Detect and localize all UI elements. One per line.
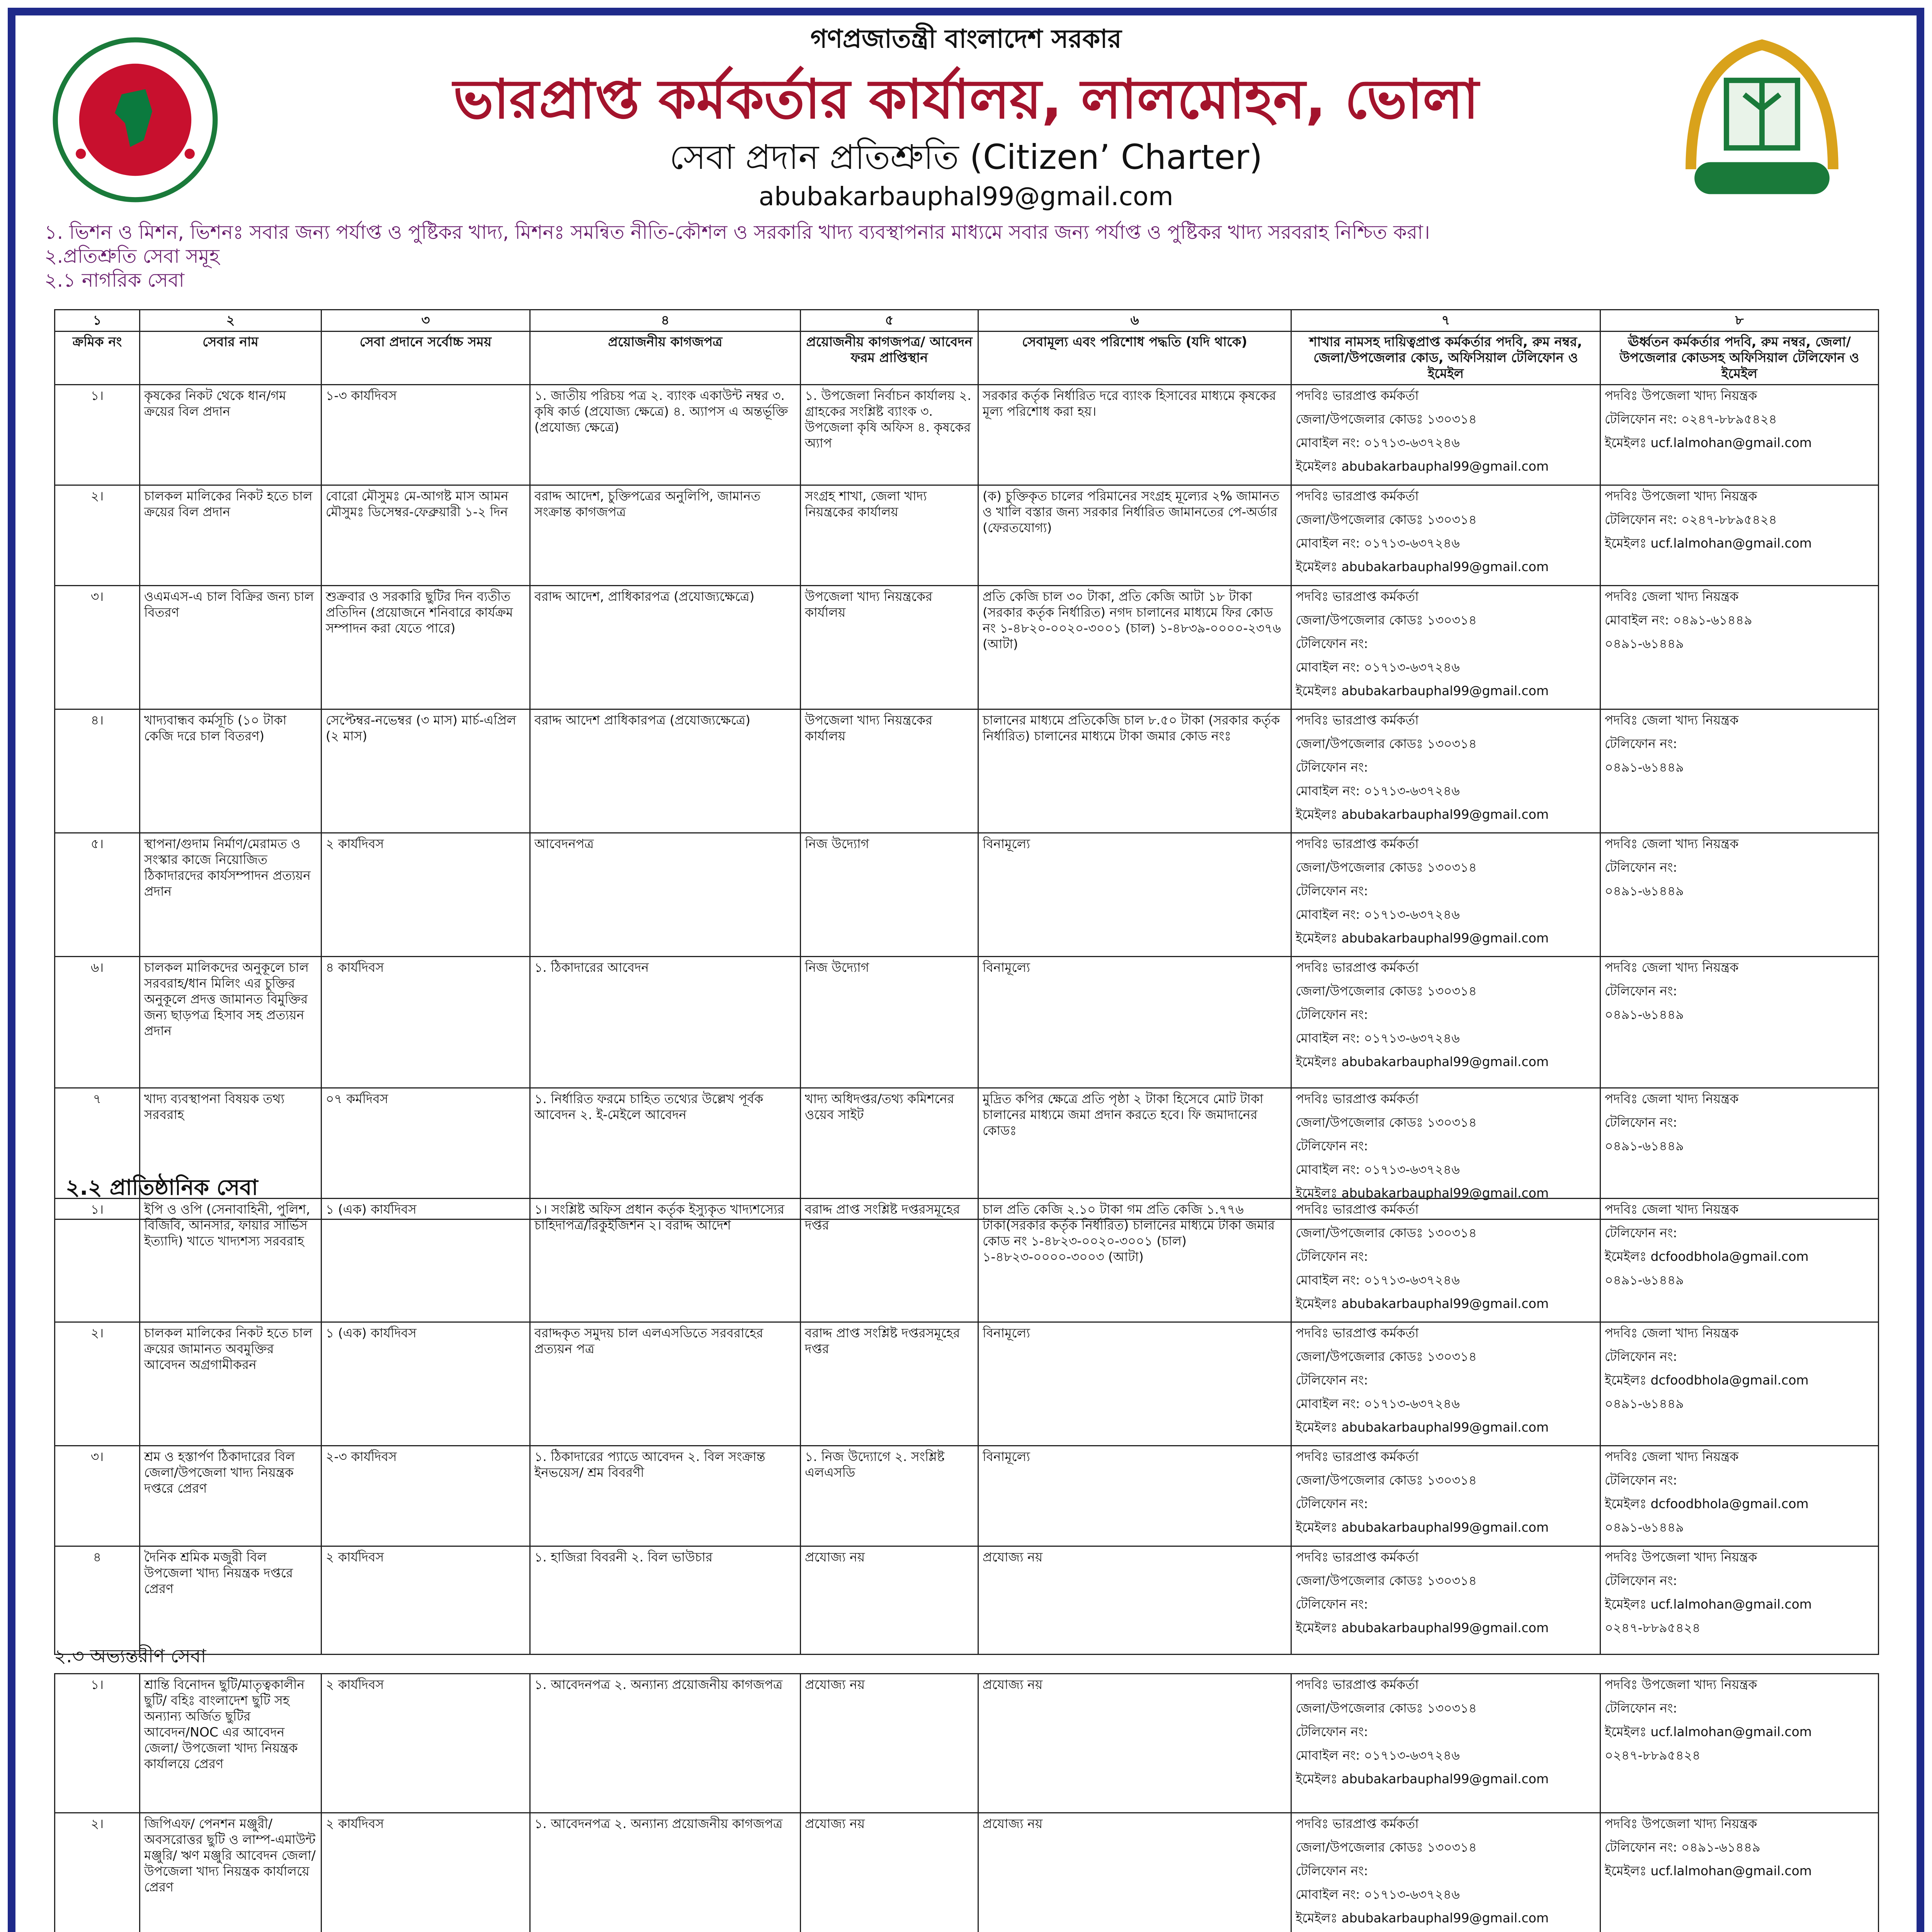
senior-contact-line: পদবিঃ জেলা খাদ্য নিয়ন্ত্রক: [1605, 589, 1739, 604]
senior-contact-line: ০২৪৭-৮৮৯৫৪২৪: [1605, 1620, 1701, 1635]
internal-table: [54, 1673, 1879, 1932]
senior-contact-line: পদবিঃ জেলা খাদ্য নিয়ন্ত্রক: [1605, 836, 1739, 851]
cell-service: শ্রম ও হস্তার্পণ ঠিকাদারের বিল জেলা/উপজেলা খাদ্য নিয়ন্ত্রক দপ্তরে প্রেরণ: [140, 1446, 321, 1546]
cell-time: ২-৩ কার্যদিবস: [321, 1446, 530, 1546]
cell-fee: বিনামূল্যে: [978, 833, 1291, 957]
column-number: ৪: [530, 310, 801, 332]
cell-service: ইপি ও ওপি (সেনাবাহিনী, পুলিশ, বিজিবি, আনসার, ফায়ার সার্ভিস ইত্যাদি) খাতে খাদ্যশস্য সরবরাহ: [140, 1199, 321, 1322]
cell-docs: বরাদ্দ আদেশ প্রাধিকারপত্র (প্রযোজ্যক্ষেত্রে): [530, 709, 801, 833]
office-email: abubakarbauphal99@gmail.com: [759, 182, 1173, 211]
cell-officer: [1291, 586, 1600, 709]
cell-source: ১. উপজেলা নির্বাচন কার্যালয় ২. গ্রাহকের সংশ্লিষ্ট ব্যাংক ৩. উপজেলা কৃষি অফিস ৪. কৃষকের অ্যাপ: [801, 385, 978, 485]
column-header: শাখার নামসহ দায়িত্বপ্রাপ্ত কর্মকর্তার পদবি, রুম নম্বর, জেলা/উপজেলার কোড, অফিসিয়াল টেলিফোন ও ইমেইল: [1291, 332, 1600, 385]
cell-source: ১. নিজ উদ্যোগে ২. সংশ্লিষ্ট এলএসডি: [801, 1446, 978, 1546]
senior-contact-line: ইমেইলঃ dcfoodbhola@gmail.com: [1605, 1496, 1809, 1511]
senior-contact-line: ইমেইলঃ dcfoodbhola@gmail.com: [1605, 1249, 1809, 1264]
cell-no: ১।: [55, 1674, 140, 1813]
cell-docs: আবেদনপত্র: [530, 833, 801, 957]
cell-docs: বরাদ্দকৃত সমুদয় চাল এলএসডিতে সরবরাহের প্রত্যয়ন পত্র: [530, 1322, 801, 1446]
senior-contact-line: পদবিঃ উপজেলা খাদ্য নিয়ন্ত্রক: [1605, 1549, 1757, 1565]
citizen-table: [54, 309, 1879, 1220]
officer-contact-line: টেলিফোন নং:: [1296, 1496, 1368, 1511]
cell-senior: [1600, 385, 1879, 485]
column-number: ৮: [1600, 310, 1879, 332]
table-row: [55, 385, 1879, 485]
cell-senior: [1600, 833, 1879, 957]
cell-fee: (ক) চুক্তিকৃত চালের পরিমানের সংগ্রহ মূল্যের ২% জামানত ও খালি বস্তার জন্য সরকার নির্ধারিত জামানতের পে-অর্ডার (ফেরতযোগ্য): [978, 485, 1291, 586]
government-title: গণপ্রজাতন্ত্রী বাংলাদেশ সরকার: [810, 24, 1122, 54]
column-header: সেবামূল্য এবং পরিশোধ পদ্ধতি (যদি থাকে): [978, 332, 1291, 385]
cell-service: খাদ্যবান্ধব কর্মসূচি (১০ টাকা কেজি দরে চাল বিতরণ): [140, 709, 321, 833]
cell-senior: [1600, 586, 1879, 709]
officer-contact-line: ইমেইলঃ abubakarbauphal99@gmail.com: [1296, 1771, 1549, 1786]
officer-contact-line: ইমেইলঃ abubakarbauphal99@gmail.com: [1296, 1054, 1549, 1069]
cell-officer: [1291, 1674, 1600, 1813]
senior-contact-line: টেলিফোন নং:: [1605, 1115, 1677, 1130]
senior-contact-line: পদবিঃ উপজেলা খাদ্য নিয়ন্ত্রক: [1605, 1816, 1757, 1831]
senior-contact-line: ০৪৯১-৬১৪৪৯: [1605, 1272, 1684, 1287]
cell-source: প্রযোজ্য নয়: [801, 1546, 978, 1655]
cell-source: খাদ্য অধিদপ্তর/তথ্য কমিশনের ওয়েব সাইট: [801, 1088, 978, 1219]
cell-docs: বরাদ্দ আদেশ, প্রাধিকারপত্র (প্রযোজ্যক্ষেত্রে): [530, 586, 801, 709]
senior-contact-line: টেলিফোন নং: ০২৪৭-৮৮৯৫৪২৪: [1605, 512, 1777, 527]
cell-fee: বিনামূল্যে: [978, 957, 1291, 1088]
officer-contact-line: জেলা/উপজেলার কোডঃ ১৩০৩১৪: [1296, 1573, 1477, 1588]
cell-no: ৪।: [55, 709, 140, 833]
officer-contact-line: ইমেইলঃ abubakarbauphal99@gmail.com: [1296, 683, 1549, 698]
cell-officer: [1291, 833, 1600, 957]
cell-no: ২।: [55, 485, 140, 586]
cell-service: শ্রান্তি বিনোদন ছুটি/মাতৃত্বকালীন ছুটি/ বহিঃ বাংলাদেশ ছুটি সহ অন্যান্য অর্জিত ছুটির আবেদন/NOC এর আবেদন জেলা/ উপজেলা খাদ্য নিয়ন্ত্রক কার্যালয়ে প্রেরণ: [140, 1674, 321, 1813]
officer-contact-line: পদবিঃ ভারপ্রাপ্ত কর্মকর্তা: [1296, 1816, 1419, 1831]
cell-docs: বরাদ্দ আদেশ, চুক্তিপত্রের অনুলিপি, জামানত সংক্রান্ত কাগজপত্র: [530, 485, 801, 586]
cell-no: ২।: [55, 1813, 140, 1932]
cell-fee: বিনামূল্যে: [978, 1446, 1291, 1546]
cell-no: ১।: [55, 1199, 140, 1322]
senior-contact-line: ০৪৯১-৬১৪৪৯: [1605, 1520, 1684, 1535]
officer-contact-line: মোবাইল নং: ০১৭১৩-৬৩৭২৪৬: [1296, 907, 1460, 922]
cell-officer: [1291, 1546, 1600, 1655]
cell-fee: প্রযোজ্য নয়: [978, 1813, 1291, 1932]
cell-time: ২ কার্যদিবস: [321, 1546, 530, 1655]
column-header: প্রয়োজনীয় কাগজপত্র: [530, 332, 801, 385]
column-header: প্রয়োজনীয় কাগজপত্র/ আবেদন ফরম প্রাপ্তিস্থান: [801, 332, 978, 385]
table-row: [55, 1199, 1879, 1322]
cell-service: স্থাপনা/গুদাম নির্মাণ/মেরামত ও সংস্কার কাজে নিয়োজিত ঠিকাদারদের কার্যসম্পাদন প্রত্যয়ন প্রদান: [140, 833, 321, 957]
officer-contact-line: মোবাইল নং: ০১৭১৩-৬৩৭২৪৬: [1296, 536, 1460, 551]
table-row: [55, 833, 1879, 957]
senior-contact-line: টেলিফোন নং:: [1605, 860, 1677, 875]
senior-contact-line: পদবিঃ উপজেলা খাদ্য নিয়ন্ত্রক: [1605, 1677, 1757, 1692]
senior-contact-line: ইমেইলঃ ucf.lalmohan@gmail.com: [1605, 1863, 1812, 1878]
senior-contact-line: ইমেইলঃ ucf.lalmohan@gmail.com: [1605, 1597, 1812, 1612]
cell-fee: মুদ্রিত কপির ক্ষেত্রে প্রতি পৃষ্ঠা ২ টাকা হিসেবে মোট টাকা চালানের মাধ্যমে জমা প্রদান করতে হবে। ফি জমাদানের কোডঃ: [978, 1088, 1291, 1219]
cell-service: ওএমএস-এ চাল বিক্রির জন্য চাল বিতরণ: [140, 586, 321, 709]
cell-no: ৬।: [55, 957, 140, 1088]
cell-fee: প্রযোজ্য নয়: [978, 1546, 1291, 1655]
inst-table: [54, 1198, 1879, 1655]
senior-contact-line: পদবিঃ জেলা খাদ্য নিয়ন্ত্রক: [1605, 713, 1739, 728]
officer-contact-line: জেলা/উপজেলার কোডঃ ১৩০৩১৪: [1296, 1115, 1477, 1130]
cell-service: চালকল মালিকের নিকট হতে চাল ক্রয়ের জামানত অবমুক্তির আবেদন অগ্রগামীকরন: [140, 1322, 321, 1446]
officer-contact-line: পদবিঃ ভারপ্রাপ্ত কর্মকর্তা: [1296, 1549, 1419, 1565]
internal-services-heading: ২.৩ অভ্যন্তরীণ সেবা: [54, 1645, 206, 1667]
senior-contact-line: মোবাইল নং: ০৪৯১-৬১৪৪৯: [1605, 612, 1752, 628]
officer-contact-line: ইমেইলঃ abubakarbauphal99@gmail.com: [1296, 1520, 1549, 1535]
cell-docs: ১. হাজিরা বিবরনী ২. বিল ভাউচার: [530, 1546, 801, 1655]
cell-source: উপজেলা খাদ্য নিয়ন্ত্রকের কার্যালয়: [801, 586, 978, 709]
senior-contact-line: টেলিফোন নং:: [1605, 736, 1677, 751]
cell-docs: ১. নির্ধারিত ফরমে চাহিত তথ্যের উল্লেখ পূর্বক আবেদন ২. ই-মেইলে আবেদন: [530, 1088, 801, 1219]
officer-contact-line: জেলা/উপজেলার কোডঃ ১৩০৩১৪: [1296, 860, 1477, 875]
officer-contact-line: টেলিফোন নং:: [1296, 1597, 1368, 1612]
officer-contact-line: পদবিঃ ভারপ্রাপ্ত কর্মকর্তা: [1296, 1202, 1419, 1217]
senior-contact-line: টেলিফোন নং:: [1605, 1473, 1677, 1488]
officer-contact-line: জেলা/উপজেলার কোডঃ ১৩০৩১৪: [1296, 412, 1477, 427]
officer-contact-line: মোবাইল নং: ০১৭১৩-৬৩৭২৪৬: [1296, 1396, 1460, 1411]
cell-officer: [1291, 1322, 1600, 1446]
senior-contact-line: ০৪৯১-৬১৪৪৯: [1605, 636, 1684, 651]
cell-senior: [1600, 1674, 1879, 1813]
cell-time: ২ কার্যদিবস: [321, 1674, 530, 1813]
cell-source: উপজেলা খাদ্য নিয়ন্ত্রকের কার্যালয়: [801, 709, 978, 833]
table-row: [55, 1322, 1879, 1446]
cell-source: সংগ্রহ শাখা, জেলা খাদ্য নিয়ন্ত্রকের কার্যালয়: [801, 485, 978, 586]
officer-contact-line: টেলিফোন নং:: [1296, 1724, 1368, 1739]
officer-contact-line: টেলিফোন নং:: [1296, 1007, 1368, 1022]
column-number: ৩: [321, 310, 530, 332]
office-title: ভারপ্রাপ্ত কর্মকর্তার কার্যালয়, লালমোহন, ভোলা: [453, 68, 1479, 131]
officer-contact-line: পদবিঃ ভারপ্রাপ্ত কর্মকর্তা: [1296, 1325, 1419, 1340]
table-row: [55, 957, 1879, 1088]
officer-contact-line: পদবিঃ ভারপ্রাপ্ত কর্মকর্তা: [1296, 836, 1419, 851]
officer-contact-line: মোবাইল নং: ০১৭১৩-৬৩৭২৪৬: [1296, 660, 1460, 675]
senior-contact-line: ০৪৯১-৬১৪৪৯: [1605, 883, 1684, 898]
officer-contact-line: পদবিঃ ভারপ্রাপ্ত কর্মকর্তা: [1296, 1449, 1419, 1464]
cell-senior: [1600, 709, 1879, 833]
officer-contact-line: জেলা/উপজেলার কোডঃ ১৩০৩১৪: [1296, 1349, 1477, 1364]
column-header: ঊর্ধ্বতন কর্মকর্তার পদবি, রুম নম্বর, জেলা/উপজেলার কোডসহ অফিসিয়াল টেলিফোন ও ইমেইল: [1600, 332, 1879, 385]
cell-fee: প্রযোজ্য নয়: [978, 1674, 1291, 1813]
senior-contact-line: পদবিঃ উপজেলা খাদ্য নিয়ন্ত্রক: [1605, 388, 1757, 403]
senior-contact-line: টেলিফোন নং:: [1605, 1349, 1677, 1364]
table-row: [55, 586, 1879, 709]
cell-officer: [1291, 385, 1600, 485]
cell-senior: [1600, 485, 1879, 586]
officer-contact-line: পদবিঃ ভারপ্রাপ্ত কর্মকর্তা: [1296, 589, 1419, 604]
column-number: ৭: [1291, 310, 1600, 332]
cell-senior: [1600, 1446, 1879, 1546]
cell-senior: [1600, 1813, 1879, 1932]
column-number: ১: [55, 310, 140, 332]
officer-contact-line: ইমেইলঃ abubakarbauphal99@gmail.com: [1296, 1185, 1549, 1201]
cell-service: চালকল মালিকদের অনুকূলে চাল সরবরাহ/ধান মিলিং এর চুক্তির অনুকূলে প্রদত্ত জামানত বিমুক্তির জন্য ছাড়পত্র হিসাব সহ প্রত্যয়ন প্রদান: [140, 957, 321, 1088]
cell-source: নিজ উদ্যোগ: [801, 833, 978, 957]
cell-source: প্রযোজ্য নয়: [801, 1813, 978, 1932]
cell-service: চালকল মালিকের নিকট হতে চাল ক্রয়ের বিল প্রদান: [140, 485, 321, 586]
officer-contact-line: পদবিঃ ভারপ্রাপ্ত কর্মকর্তা: [1296, 960, 1419, 975]
cell-officer: [1291, 1813, 1600, 1932]
officer-contact-line: জেলা/উপজেলার কোডঃ ১৩০৩১৪: [1296, 1701, 1477, 1716]
cell-time: ১-৩ কার্যদিবস: [321, 385, 530, 485]
cell-officer: [1291, 1446, 1600, 1546]
senior-contact-line: পদবিঃ উপজেলা খাদ্য নিয়ন্ত্রক: [1605, 488, 1757, 503]
officer-contact-line: জেলা/উপজেলার কোডঃ ১৩০৩১৪: [1296, 1225, 1477, 1240]
cell-time: ২ কার্যদিবস: [321, 833, 530, 957]
senior-contact-line: টেলিফোন নং:: [1605, 1573, 1677, 1588]
cell-docs: ১. ঠিকাদারের প্যাডে আবেদন ২. বিল সংক্রান্ত ইনভয়েস/ শ্রম বিবরণী: [530, 1446, 801, 1546]
senior-contact-line: পদবিঃ জেলা খাদ্য নিয়ন্ত্রক: [1605, 1325, 1739, 1340]
cell-docs: ১. আবেদনপত্র ২. অন্যান্য প্রয়োজনীয় কাগজপত্র: [530, 1674, 801, 1813]
cell-officer: [1291, 485, 1600, 586]
officer-contact-line: টেলিফোন নং:: [1296, 1372, 1368, 1388]
cell-service: খাদ্য ব্যবস্থাপনা বিষয়ক তথ্য সরবরাহ: [140, 1088, 321, 1219]
cell-fee: প্রতি কেজি চাল ৩০ টাকা, প্রতি কেজি আটা ১৮ টাকা (সরকার কর্তৃক নির্ধারিত) নগদ চালানের মাধ্যমে ফির কোড নং ১-৪৮২০-০০২০-৩০০১ (চাল) ১-৪৮৩৯-০০০০-২৩৭৬ (আটা): [978, 586, 1291, 709]
officer-contact-line: ইমেইলঃ abubakarbauphal99@gmail.com: [1296, 1296, 1549, 1311]
cell-time: ০৭ কর্মদিবস: [321, 1088, 530, 1219]
officer-contact-line: ইমেইলঃ abubakarbauphal99@gmail.com: [1296, 459, 1549, 474]
cell-source: বরাদ্দ প্রাপ্ত সংশ্লিষ্ট দপ্তরসমূহের দপ্তর: [801, 1199, 978, 1322]
cell-time: শুক্রবার ও সরকারি ছুটির দিন ব্যতীত প্রতিদিন (প্রয়োজনে শনিবারে কার্যক্রম সম্পাদন করা যেতে পারে): [321, 586, 530, 709]
intro-block: [44, 220, 1868, 292]
senior-contact-line: টেলিফোন নং: ০২৪৭-৮৮৯৫৪২৪: [1605, 412, 1777, 427]
cell-no: ৭: [55, 1088, 140, 1219]
officer-contact-line: মোবাইল নং: ০১৭১৩-৬৩৭২৪৬: [1296, 1887, 1460, 1902]
cell-no: ৩।: [55, 586, 140, 709]
senior-contact-line: ০৪৯১-৬১৪৪৯: [1605, 1396, 1684, 1411]
column-number: ৫: [801, 310, 978, 332]
senior-contact-line: পদবিঃ জেলা খাদ্য নিয়ন্ত্রক: [1605, 1091, 1739, 1106]
officer-contact-line: ইমেইলঃ abubakarbauphal99@gmail.com: [1296, 1620, 1549, 1635]
senior-contact-line: টেলিফোন নং:: [1605, 1701, 1677, 1716]
cell-no: ২।: [55, 1322, 140, 1446]
officer-contact-line: মোবাইল নং: ০১৭১৩-৬৩৭২৪৬: [1296, 783, 1460, 798]
senior-contact-line: ০৪৯১-৬১৪৪৯: [1605, 1138, 1684, 1153]
cell-no: ১।: [55, 385, 140, 485]
senior-contact-line: ইমেইলঃ ucf.lalmohan@gmail.com: [1605, 435, 1812, 450]
institutional-services-heading: ২.২ প্রাতিষ্ঠানিক সেবা: [66, 1175, 258, 1200]
table-row: [55, 1813, 1879, 1932]
cell-no: ৪: [55, 1546, 140, 1655]
cell-senior: [1600, 1199, 1879, 1322]
senior-contact-line: ০৪৯১-৬১৪৪৯: [1605, 760, 1684, 775]
cell-docs: ১. ঠিকাদারের আবেদন: [530, 957, 801, 1088]
officer-contact-line: জেলা/উপজেলার কোডঃ ১৩০৩১৪: [1296, 612, 1477, 628]
officer-contact-line: টেলিফোন নং:: [1296, 636, 1368, 651]
cell-docs: ১. আবেদনপত্র ২. অন্যান্য প্রয়োজনীয় কাগজপত্র: [530, 1813, 801, 1932]
charter-title: সেবা প্রদান প্রতিশ্রুতি (Citizen’ Charter): [669, 137, 1263, 177]
cell-docs: ১. জাতীয় পরিচয় পত্র ২. ব্যাংক একাউন্ট নম্বর ৩. কৃষি কার্ড (প্রযোজ্য ক্ষেত্রে) ৪. অ্যাপস এ অন্তর্ভূক্তি (প্রযোজ্য ক্ষেত্রে): [530, 385, 801, 485]
cell-time: ৪ কার্যদিবস: [321, 957, 530, 1088]
cell-officer: [1291, 1199, 1600, 1322]
officer-contact-line: জেলা/উপজেলার কোডঃ ১৩০৩১৪: [1296, 512, 1477, 527]
cell-senior: [1600, 1322, 1879, 1446]
officer-contact-line: ইমেইলঃ abubakarbauphal99@gmail.com: [1296, 807, 1549, 822]
officer-contact-line: টেলিফোন নং:: [1296, 1138, 1368, 1153]
officer-contact-line: পদবিঃ ভারপ্রাপ্ত কর্মকর্তা: [1296, 388, 1419, 403]
cell-source: প্রযোজ্য নয়: [801, 1674, 978, 1813]
cell-fee: চাল প্রতি কেজি ২.১০ টাকা গম প্রতি কেজি ১.৭৭৬ টাকা(সরকার কর্তৃক নির্ধারিত) চালানের মাধ্যমে টাকা জমার কোড নং ১-৪৮২৩-০০২০-৩০০১ (চাল) ১-৪৮২৩-০০০০-৩০০৩ (আটা): [978, 1199, 1291, 1322]
table-row: [55, 1446, 1879, 1546]
cell-fee: বিনামূল্যে: [978, 1322, 1291, 1446]
cell-no: ৩।: [55, 1446, 140, 1546]
cell-senior: [1600, 1546, 1879, 1655]
officer-contact-line: টেলিফোন নং:: [1296, 1249, 1368, 1264]
senior-contact-line: পদবিঃ জেলা খাদ্য নিয়ন্ত্রক: [1605, 960, 1739, 975]
senior-contact-line: ইমেইলঃ dcfoodbhola@gmail.com: [1605, 1372, 1809, 1388]
senior-contact-line: ০৪৯১-৬১৪৪৯: [1605, 1007, 1684, 1022]
cell-source: বরাদ্দ প্রাপ্ত সংশ্লিষ্ট দপ্তরসমূহের দপ্তর: [801, 1322, 978, 1446]
cell-time: সেপ্টেম্বর-নভেম্বর (৩ মাস) মার্চ-এপ্রিল (২ মাস): [321, 709, 530, 833]
officer-contact-line: মোবাইল নং: ০১৭১৩-৬৩৭২৪৬: [1296, 1031, 1460, 1046]
officer-contact-line: মোবাইল নং: ০১৭১৩-৬৩৭২৪৬: [1296, 1272, 1460, 1287]
senior-contact-line: ইমেইলঃ ucf.lalmohan@gmail.com: [1605, 536, 1812, 551]
table-row: [55, 485, 1879, 586]
senior-contact-line: টেলিফোন নং: ০৪৯১-৬১৪৪৯: [1605, 1840, 1760, 1855]
senior-contact-line: পদবিঃ জেলা খাদ্য নিয়ন্ত্রক: [1605, 1449, 1739, 1464]
officer-contact-line: পদবিঃ ভারপ্রাপ্ত কর্মকর্তা: [1296, 713, 1419, 728]
cell-senior: [1600, 957, 1879, 1088]
officer-contact-line: টেলিফোন নং:: [1296, 760, 1368, 775]
cell-docs: ১। সংশ্লিষ্ট অফিস প্রধান কর্তৃক ইস্যুকৃত খাদ্যশস্যের চাহিদাপত্র/রিকুইজিশন ২। বরাদ্দ আদেশ: [530, 1199, 801, 1322]
vision-mission-text: ১. ভিশন ও মিশন, ভিশনঃ সবার জন্য পর্যাপ্ত ও পুষ্টিকর খাদ্য, মিশনঃ সমন্বিত নীতি-কৌশল ও সরকারি খাদ্য ব্যবস্থাপনার মাধ্যমে সবার জন্য পর্যাপ্ত ও পুষ্টিকর খাদ্য সরবরাহ নিশ্চিত করা।: [44, 221, 1430, 243]
table-row: [55, 709, 1879, 833]
cell-officer: [1291, 957, 1600, 1088]
cell-source: নিজ উদ্যোগ: [801, 957, 978, 1088]
cell-no: ৫।: [55, 833, 140, 957]
column-header: সেবা প্রদানে সর্বোচ্চ সময়: [321, 332, 530, 385]
senior-contact-line: পদবিঃ জেলা খাদ্য নিয়ন্ত্রক: [1605, 1202, 1739, 1217]
officer-contact-line: জেলা/উপজেলার কোডঃ ১৩০৩১৪: [1296, 1473, 1477, 1488]
officer-contact-line: পদবিঃ ভারপ্রাপ্ত কর্মকর্তা: [1296, 488, 1419, 503]
senior-contact-line: ইমেইলঃ ucf.lalmohan@gmail.com: [1605, 1724, 1812, 1739]
cell-officer: [1291, 709, 1600, 833]
officer-contact-line: মোবাইল নং: ০১৭১৩-৬৩৭২৪৬: [1296, 1748, 1460, 1763]
officer-contact-line: টেলিফোন নং:: [1296, 1863, 1368, 1878]
senior-contact-line: টেলিফোন নং:: [1605, 983, 1677, 998]
officer-contact-line: মোবাইল নং: ০১৭১৩-৬৩৭২৪৬: [1296, 435, 1460, 450]
officer-contact-line: মোবাইল নং: ০১৭১৩-৬৩৭২৪৬: [1296, 1162, 1460, 1177]
cell-service: কৃষকের নিকট থেকে ধান/গম ক্রয়ের বিল প্রদান: [140, 385, 321, 485]
column-header: ক্রমিক নং: [55, 332, 140, 385]
table-row: [55, 1546, 1879, 1655]
officer-contact-line: ইমেইলঃ abubakarbauphal99@gmail.com: [1296, 1910, 1549, 1925]
officer-contact-line: ইমেইলঃ abubakarbauphal99@gmail.com: [1296, 1420, 1549, 1435]
cell-time: ২ কার্যদিবস: [321, 1813, 530, 1932]
table-row: [55, 1674, 1879, 1813]
officer-contact-line: টেলিফোন নং:: [1296, 883, 1368, 898]
cell-time: বোরো মৌসুমঃ মে-আগষ্ট মাস আমন মৌসুমঃ ডিসেম্বর-ফেব্রুয়ারী ১-২ দিন: [321, 485, 530, 586]
senior-contact-line: ০২৪৭-৮৮৯৫৪২৪: [1605, 1748, 1701, 1763]
officer-contact-line: পদবিঃ ভারপ্রাপ্ত কর্মকর্তা: [1296, 1677, 1419, 1692]
column-number: ২: [140, 310, 321, 332]
cell-time: ১ (এক) কার্যদিবস: [321, 1322, 530, 1446]
column-number: ৬: [978, 310, 1291, 332]
officer-contact-line: জেলা/উপজেলার কোডঃ ১৩০৩১৪: [1296, 1840, 1477, 1855]
officer-contact-line: ইমেইলঃ abubakarbauphal99@gmail.com: [1296, 559, 1549, 574]
column-header: সেবার নাম: [140, 332, 321, 385]
senior-contact-line: টেলিফোন নং:: [1605, 1225, 1677, 1240]
cell-service: জিপিএফ/ পেনশন মঞ্জুরী/ অবসরোত্তর ছুটি ও লাম্প-এমাউন্ট মঞ্জুরি/ ঋণ মঞ্জুরি আবেদন জেলা/উপজেলা খাদ্য নিয়ন্ত্রক কার্যালয়ে প্রেরণ: [140, 1813, 321, 1932]
cell-time: ১ (এক) কার্যদিবস: [321, 1199, 530, 1322]
cell-fee: সরকার কর্তৃক নির্ধারিত দরে ব্যাংক হিসাবের মাধ্যমে কৃষকের মূল্য পরিশোধ করা হয়।: [978, 385, 1291, 485]
officer-contact-line: পদবিঃ ভারপ্রাপ্ত কর্মকর্তা: [1296, 1091, 1419, 1106]
officer-contact-line: জেলা/উপজেলার কোডঃ ১৩০৩১৪: [1296, 983, 1477, 998]
citizen-services-heading: ২.১ নাগরিক সেবা: [44, 269, 185, 291]
cell-service: দৈনিক শ্রমিক মজুরী বিল উপজেলা খাদ্য নিয়ন্ত্রক দপ্তরে প্রেরণ: [140, 1546, 321, 1655]
officer-contact-line: ইমেইলঃ abubakarbauphal99@gmail.com: [1296, 930, 1549, 946]
cell-fee: চালানের মাধ্যমে প্রতিকেজি চাল ৮.৫০ টাকা (সরকার কর্তৃক নির্ধারিত) চালানের মাধ্যমে টাকা জমার কোড নংঃ: [978, 709, 1291, 833]
services-heading: ২.প্রতিশ্রুতি সেবা সমূহ: [44, 245, 219, 267]
officer-contact-line: জেলা/উপজেলার কোডঃ ১৩০৩১৪: [1296, 736, 1477, 751]
